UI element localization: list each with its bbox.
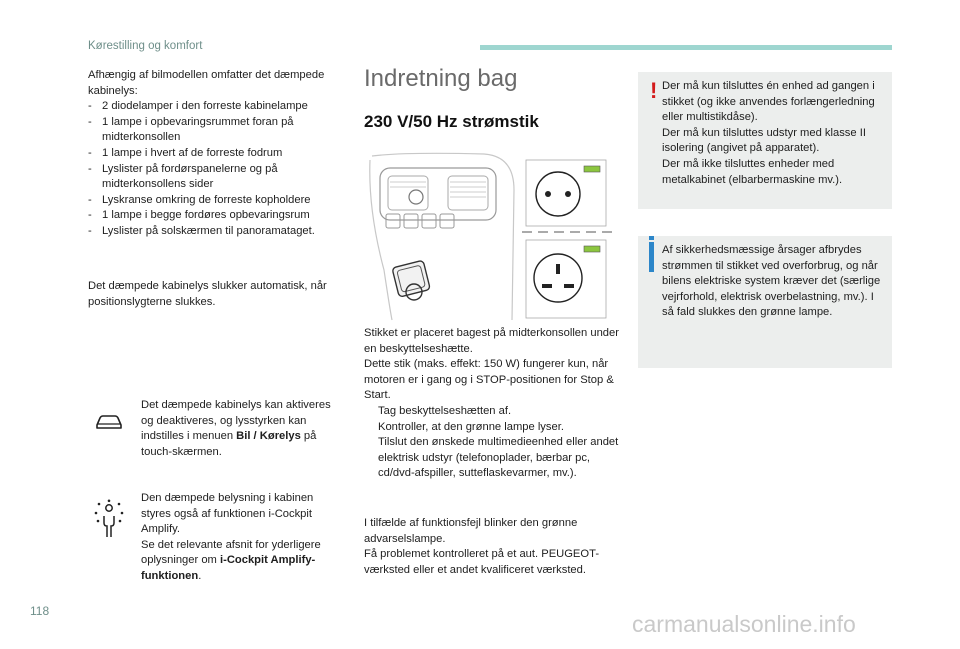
watermark: carmanualsonline.info [632,611,856,637]
intro-text: Afhængig af bilmodellen omfatter det dæmpede kabinelys: [88,69,325,97]
list-item: - 1 lampe i opbevaringsrummet foran på midterkonsollen [88,115,343,146]
socket-title: 230 V/50 Hz strømstik [364,112,539,131]
warning-icon: ! [650,78,658,103]
header-accent-bar [480,45,892,50]
list-item: - 2 diodelamper i den forreste kabinelampe [88,99,343,115]
note2-tail: . [198,569,202,582]
page-title: Indretning bag [364,65,518,92]
list-item: - Lyskranse omkring de forreste kopholdere [88,193,343,209]
warning-line: Der må kun tilsluttes én enhed ad gangen i stikket (og ikke anvendes forlængerledning eller multistikdåse). [662,80,875,124]
step-2 [364,420,619,436]
warning-line: Der må ikke tilsluttes enheder med metalkabinet (elbarbermaskine mv.). [662,157,843,186]
note1-tail: på touch-skærmen. [141,430,317,458]
note1-text: Det dæmpede kabinelys kan aktiveres og deaktiveres, og lysstyrken kan indstilles i menuen [141,399,331,443]
step-text: Kontroller, at den grønne lampe lyser. [378,420,564,433]
note2-text2-lead: Se det relevante afsnit for yderligere oplysninger om [141,538,321,567]
workshop-text: Få problemet kontrolleret på et aut. PEUGEOT-værksted eller et andet kvalificeret værksted. [364,548,600,576]
page-number: 118 [30,604,50,618]
note2-text2 [141,538,346,585]
left-column [88,68,343,240]
note2-function-name: i-Cockpit Amplify-funktionen [141,554,316,582]
step-3 [364,435,619,482]
socket-illustration [364,150,614,322]
note2-text: Den dæmpede belysning i kabinen styres også af funktionen i-Cockpit Amplify. [141,492,314,536]
note1-menu-path: Bil / Kørelys [236,430,301,443]
step-text: Tilslut den ønskede multimedieenhed eller andet elektrisk udstyr (telefonoplader, bærbar pc, cd/dvd-afspiller, sutteflaskevarmer, mv.). [378,436,619,480]
socket-power: Dette stik (maks. effekt: 150 W) fungerer kun, når motoren er i gang og i STOP-positionen for Stop & Start. [364,358,614,402]
socket-location: Stikket er placeret bagest på midterkonsollen under en beskyttelseshætte. [364,327,619,355]
car-icon [94,412,124,432]
warning-line: Der må kun tilsluttes udstyr med klasse II isolering (angivet på apparatet). [662,126,866,155]
warning-text [662,79,887,188]
list-item: - 1 lampe i hvert af de forreste fodrum [88,146,343,162]
socket-description [364,326,619,482]
list-item: - Lyslister på solskærmen til panoramataget. [88,224,343,240]
fault-description [364,516,624,578]
note-i-cockpit [141,491,346,585]
person-light-icon [92,499,126,539]
lamp-list [88,99,343,239]
auto-off-text: Det dæmpede kabinelys slukker automatisk, når positionslygterne slukkes. [88,280,327,308]
list-item: - Lyslister på fordørspanelerne og på midterkonsollens sider [88,162,343,193]
info-text: Af sikkerhedsmæssige årsager afbrydes strømmen til stikket ved overforbrug, og når bilens elektriske system kræver det (særlige vejrforhold, elektrisk overbelastning, mv.). I så fald slukkes den grønne lampe. [662,244,881,319]
section-header: Kørestilling og komfort [88,40,203,52]
list-item: - 1 lampe i begge fordøres opbevaringsrum [88,208,343,224]
fault-text: I tilfælde af funktionsfejl blinker den grønne advarselslampe. [364,517,578,545]
step-text: Tag beskyttelseshætten af. [378,404,512,417]
step-1 [364,404,619,420]
note-ambient-menu [141,398,341,460]
info-icon [649,242,654,272]
